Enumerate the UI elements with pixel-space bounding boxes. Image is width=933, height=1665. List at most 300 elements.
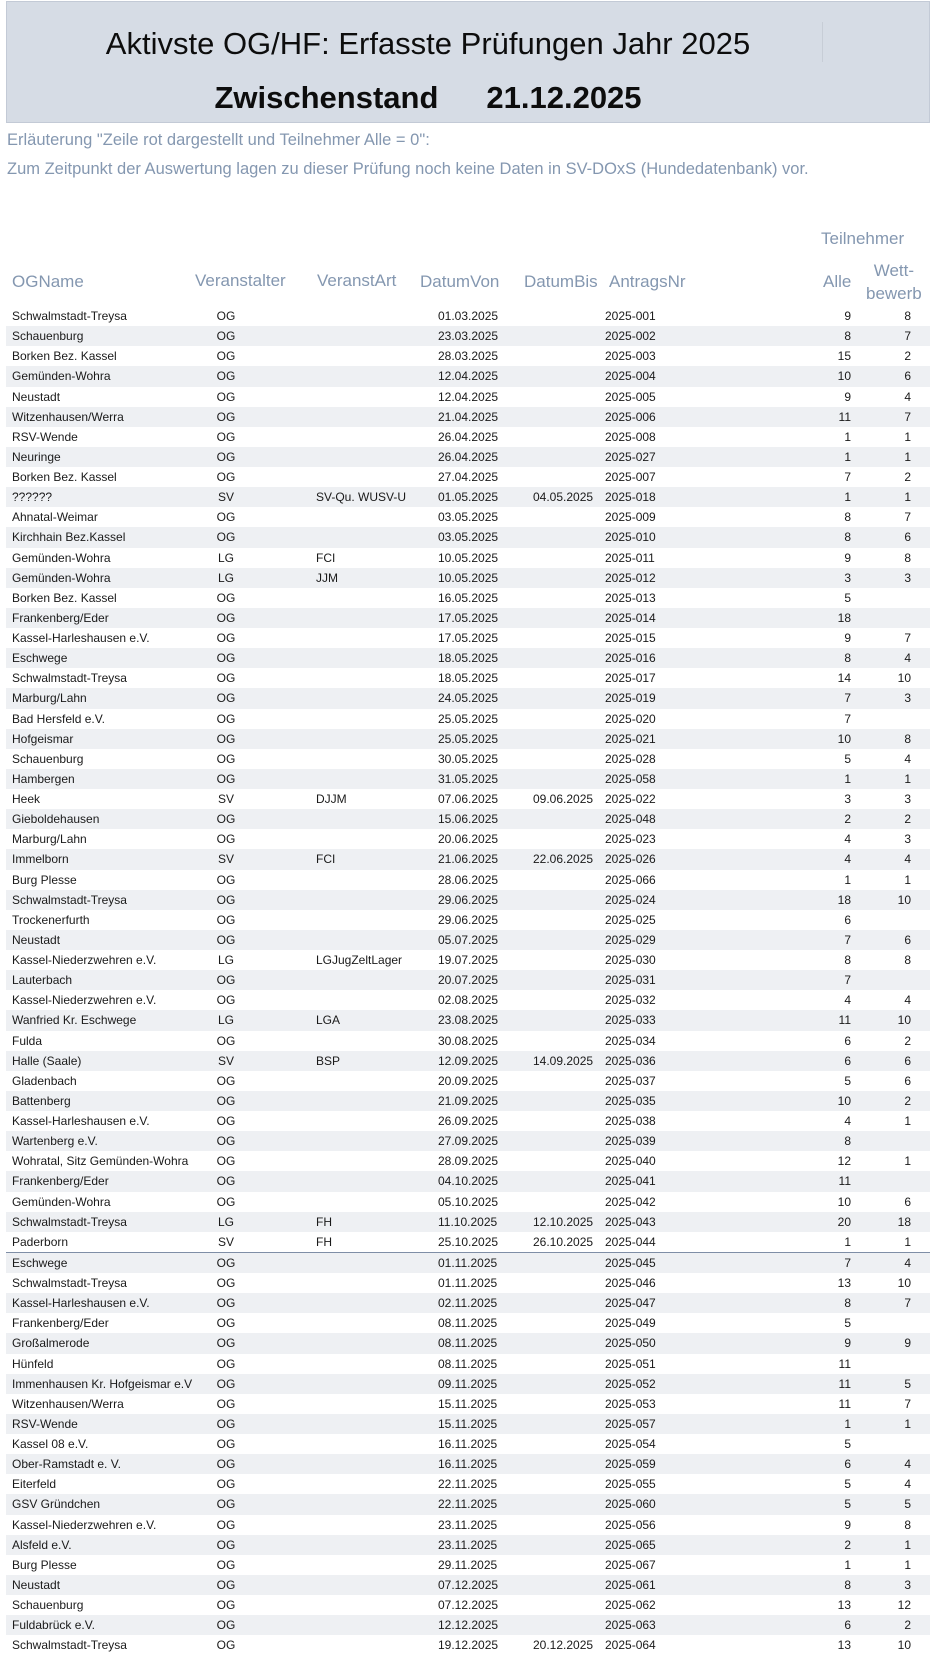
cell-ogname: Alsfeld e.V.	[12, 1537, 72, 1552]
cell-datumvon: 07.06.2025	[438, 792, 499, 806]
table-row	[6, 1394, 930, 1414]
cell-antragsnr: 2025-065	[605, 1537, 656, 1552]
table-row	[6, 910, 930, 930]
cell-alle: 7	[844, 932, 851, 947]
cell-ogname: Immelborn	[12, 852, 69, 867]
column-header-veranstalter: Veranstalter	[195, 271, 286, 290]
cell-ogname: Schwalmstadt-Treysa	[12, 1214, 127, 1229]
cell-datumvon: 30.05.2025	[438, 751, 499, 766]
cell-datumvon: 11.10.2025	[438, 1214, 498, 1229]
cell-veranstalter: OG	[216, 771, 236, 786]
cell-veranstalter: OG	[216, 1517, 236, 1532]
cell-antragsnr: 2025-002	[605, 329, 656, 344]
cell-wettbewerb: 10	[897, 1013, 911, 1028]
cell-veranstalter: OG	[216, 872, 236, 887]
table-row	[6, 1374, 930, 1394]
cell-datumvon: 29.06.2025	[438, 892, 499, 907]
cell-veranstalter: OG	[216, 1437, 236, 1451]
cell-datumvon: 20.07.2025	[438, 973, 499, 988]
cell-ogname: Frankenberg/Eder	[12, 610, 109, 625]
cell-veranstart: DJJM	[316, 792, 347, 806]
cell-wettbewerb: 2	[904, 1093, 911, 1108]
column-header-veranstart: VeranstArt	[317, 271, 397, 290]
table-row	[6, 809, 930, 829]
cell-veranstart: FCI	[316, 852, 336, 867]
cell-antragsnr: 2025-012	[605, 570, 656, 585]
cell-datumbis: 22.06.2025	[533, 852, 594, 867]
cell-veranstalter: OG	[216, 1598, 236, 1612]
cell-ogname: Kassel-Harleshausen e.V.	[12, 631, 150, 645]
column-header-datumbis: DatumBis	[524, 272, 598, 291]
cell-veranstalter: OG	[216, 892, 236, 907]
cell-veranstalter: SV	[217, 792, 234, 806]
cell-ogname: Kirchhain Bez.Kassel	[12, 530, 126, 545]
cell-ogname: Schwalmstadt-Treysa	[12, 1276, 127, 1290]
cell-wettbewerb: 8	[904, 953, 911, 967]
cell-veranstalter: OG	[216, 1356, 236, 1371]
cell-datumvon: 09.11.2025	[438, 1376, 498, 1391]
cell-wettbewerb: 4	[904, 993, 911, 1008]
cell-datumvon: 19.07.2025	[438, 953, 499, 967]
cell-datumvon: 25.05.2025	[438, 731, 499, 746]
cell-ogname: Marburg/Lahn	[12, 832, 87, 847]
table-row	[6, 990, 930, 1010]
table-row	[6, 1535, 930, 1555]
cell-alle: 10	[837, 731, 851, 746]
cell-wettbewerb: 3	[904, 792, 911, 806]
column-header-datumvon: DatumVon	[420, 272, 500, 291]
cell-ogname: Großalmerode	[12, 1336, 90, 1351]
cell-datumvon: 08.11.2025	[438, 1316, 498, 1331]
cell-alle: 5	[844, 1316, 851, 1331]
cell-ogname: Gemünden-Wohra	[12, 550, 111, 565]
cell-wettbewerb: 12	[897, 1598, 911, 1612]
cell-wettbewerb: 1	[904, 1234, 911, 1249]
cell-veranstalter: OG	[216, 1497, 236, 1512]
cell-ogname: Kassel-Harleshausen e.V.	[12, 1114, 150, 1128]
table-row	[6, 1414, 930, 1434]
cell-antragsnr: 2025-050	[605, 1336, 656, 1351]
cell-veranstalter: OG	[216, 470, 236, 484]
cell-antragsnr: 2025-011	[605, 550, 655, 565]
cell-datumvon: 26.04.2025	[438, 429, 499, 444]
cell-datumvon: 23.08.2025	[438, 1013, 499, 1028]
cell-antragsnr: 2025-004	[605, 369, 656, 384]
cell-veranstalter: OG	[216, 530, 236, 545]
cell-alle: 9	[844, 1336, 851, 1351]
cell-alle: 9	[844, 389, 851, 404]
cell-alle: 1	[844, 872, 851, 887]
table-row	[6, 1212, 930, 1232]
cell-antragsnr: 2025-061	[605, 1577, 656, 1592]
column-header-wettbewerb	[866, 259, 922, 305]
cell-alle: 4	[844, 1114, 851, 1128]
cell-alle: 3	[844, 570, 851, 585]
cell-ogname: Schauenburg	[12, 1598, 84, 1612]
cell-wettbewerb: 10	[897, 671, 911, 686]
table-row	[6, 1111, 930, 1131]
cell-veranstart: FCI	[316, 550, 336, 565]
cell-wettbewerb: 7	[904, 329, 911, 344]
cell-alle: 7	[844, 711, 851, 726]
cell-wettbewerb: 6	[904, 932, 911, 947]
cell-ogname: Frankenberg/Eder	[12, 1316, 109, 1331]
cell-wettbewerb: 18	[897, 1214, 911, 1229]
table-row	[6, 588, 930, 608]
cell-antragsnr: 2025-001	[605, 309, 656, 323]
cell-veranstalter: OG	[216, 1154, 236, 1169]
cell-datumvon: 18.05.2025	[438, 671, 499, 686]
cell-datumvon: 17.05.2025	[438, 610, 499, 625]
cell-alle: 11	[838, 1013, 851, 1028]
cell-veranstart: BSP	[316, 1053, 341, 1068]
cell-antragsnr: 2025-019	[605, 691, 656, 706]
cell-datumvon: 12.04.2025	[438, 389, 499, 404]
cell-veranstalter: OG	[216, 1396, 236, 1411]
cell-wettbewerb: 7	[904, 409, 911, 424]
cell-veranstalter: OG	[216, 631, 236, 645]
table-row	[6, 890, 930, 910]
cell-alle: 6	[844, 1457, 851, 1472]
cell-alle: 2	[844, 812, 851, 827]
cell-veranstalter: OG	[216, 389, 236, 404]
cell-veranstalter: OG	[216, 1477, 236, 1492]
table-row	[6, 1354, 930, 1374]
cell-wettbewerb: 7	[904, 1296, 911, 1311]
cell-wettbewerb: 8	[904, 550, 911, 565]
cell-datumvon: 08.11.2025	[438, 1356, 498, 1371]
cell-alle: 5	[844, 751, 851, 766]
cell-antragsnr: 2025-048	[605, 812, 656, 827]
cell-ogname: Ober-Ramstadt e. V.	[12, 1457, 121, 1472]
cell-wettbewerb: 1	[904, 771, 911, 786]
cell-alle: 1	[844, 1234, 851, 1249]
cell-antragsnr: 2025-007	[605, 470, 656, 484]
cell-ogname: Eiterfeld	[12, 1477, 57, 1492]
table-row	[6, 789, 930, 809]
cell-wettbewerb: 4	[904, 852, 911, 867]
cell-alle: 8	[844, 510, 851, 525]
cell-alle: 9	[844, 1517, 851, 1532]
cell-datumvon: 30.08.2025	[438, 1033, 499, 1048]
cell-veranstalter: OG	[216, 610, 236, 625]
cell-ogname: Wanfried Kr. Eschwege	[12, 1013, 137, 1028]
table-row	[6, 1031, 930, 1051]
cell-wettbewerb: 1	[904, 1537, 911, 1552]
cell-datumvon: 10.05.2025	[438, 550, 499, 565]
cell-alle: 5	[844, 590, 851, 605]
table-row	[6, 1273, 930, 1293]
cell-veranstart: FH	[316, 1234, 332, 1249]
table-row	[6, 507, 930, 527]
wett-line-1: Wett-	[873, 261, 915, 280]
cell-alle: 7	[844, 470, 851, 484]
cell-wettbewerb: 1	[904, 1557, 911, 1572]
table-row	[6, 608, 930, 628]
cell-antragsnr: 2025-003	[605, 349, 656, 364]
cell-alle: 14	[837, 671, 851, 686]
cell-ogname: Neustadt	[12, 1577, 61, 1592]
cell-antragsnr: 2025-038	[605, 1114, 656, 1128]
cell-antragsnr: 2025-029	[605, 932, 656, 947]
cell-antragsnr: 2025-063	[605, 1618, 656, 1633]
cell-datumvon: 03.05.2025	[438, 530, 499, 545]
group-header-teilnehmer: Teilnehmer	[821, 229, 905, 248]
table-row	[6, 548, 930, 568]
cell-wettbewerb: 8	[904, 1517, 911, 1532]
cell-datumvon: 16.11.2025	[438, 1457, 498, 1472]
cell-veranstalter: OG	[216, 711, 236, 726]
cell-datumvon: 07.12.2025	[438, 1577, 499, 1592]
cell-datumvon: 01.11.2025	[438, 1276, 498, 1290]
table-row	[6, 749, 930, 769]
cell-ogname: RSV-Wende	[12, 1416, 78, 1431]
cell-ogname: Trockenerfurth	[12, 912, 90, 927]
cell-antragsnr: 2025-036	[605, 1053, 656, 1068]
cell-antragsnr: 2025-049	[605, 1316, 656, 1331]
cell-veranstalter: OG	[216, 912, 236, 927]
cell-ogname: Kassel 08 e.V.	[12, 1437, 89, 1451]
table-row	[6, 1434, 930, 1454]
cell-alle: 12	[837, 1154, 851, 1169]
note-line-1: Erläuterung "Zeile rot dargestellt und Teilnehmer Alle = 0":	[7, 131, 430, 149]
table-row	[6, 1515, 930, 1535]
cell-datumvon: 12.04.2025	[438, 369, 499, 384]
cell-alle: 10	[837, 1093, 851, 1108]
table-row	[6, 1474, 930, 1494]
cell-veranstalter: OG	[216, 751, 236, 766]
cell-wettbewerb: 8	[904, 309, 911, 323]
cell-veranstalter: OG	[216, 1416, 236, 1431]
cell-veranstalter: OG	[216, 671, 236, 686]
cell-datumvon: 27.09.2025	[438, 1134, 499, 1149]
cell-wettbewerb: 1	[904, 872, 911, 887]
cell-wettbewerb: 3	[904, 691, 911, 706]
cell-wettbewerb: 2	[904, 1033, 911, 1048]
table-row	[6, 1575, 930, 1595]
cell-datumvon: 26.04.2025	[438, 449, 499, 464]
cell-alle: 6	[844, 1618, 851, 1633]
cell-wettbewerb: 7	[904, 510, 911, 525]
cell-antragsnr: 2025-055	[605, 1477, 656, 1492]
cell-wettbewerb: 1	[904, 1154, 911, 1169]
cell-antragsnr: 2025-043	[605, 1214, 656, 1229]
cell-veranstalter: LG	[217, 1013, 234, 1028]
cell-wettbewerb: 6	[904, 1073, 911, 1088]
cell-alle: 1	[844, 429, 851, 444]
cell-alle: 4	[844, 852, 851, 867]
cell-alle: 1	[844, 1416, 851, 1431]
table-row	[6, 1555, 930, 1575]
cell-wettbewerb: 4	[904, 1457, 911, 1472]
cell-veranstalter: OG	[216, 590, 236, 605]
cell-veranstalter: OG	[216, 691, 236, 706]
table-row	[6, 1494, 930, 1514]
cell-datumvon: 03.05.2025	[438, 510, 499, 525]
table-row	[6, 1615, 930, 1635]
cell-datumvon: 15.06.2025	[438, 812, 499, 827]
cell-veranstalter: OG	[216, 1114, 236, 1128]
cell-datumvon: 21.06.2025	[438, 852, 499, 867]
cell-veranstalter: OG	[216, 1174, 236, 1189]
cell-antragsnr: 2025-044	[605, 1234, 656, 1249]
cell-datumvon: 02.11.2025	[438, 1296, 498, 1311]
cell-alle: 11	[838, 1174, 851, 1189]
cell-antragsnr: 2025-023	[605, 832, 656, 847]
cell-datumvon: 25.05.2025	[438, 711, 499, 726]
cell-ogname: Wohratal, Sitz Gemünden-Wohra	[12, 1154, 189, 1169]
cell-ogname: Hünfeld	[12, 1356, 54, 1371]
cell-alle: 20	[837, 1214, 851, 1229]
cell-veranstalter: OG	[216, 832, 236, 847]
cell-antragsnr: 2025-045	[605, 1255, 656, 1270]
cell-ogname: Hofgeismar	[12, 731, 74, 746]
cell-datumvon: 22.11.2025	[438, 1477, 498, 1492]
cell-alle: 5	[844, 1437, 851, 1451]
cell-ogname: Kassel-Niederzwehren e.V.	[12, 1517, 157, 1532]
cell-ogname: Borken Bez. Kassel	[12, 590, 117, 605]
table-row	[6, 1071, 930, 1091]
header-divider	[822, 22, 823, 62]
cell-ogname: Gieboldehausen	[12, 812, 100, 827]
cell-alle: 8	[844, 1134, 851, 1149]
cell-wettbewerb: 7	[904, 1396, 911, 1411]
cell-veranstalter: LG	[217, 1214, 234, 1229]
cell-antragsnr: 2025-054	[605, 1437, 656, 1451]
table-row	[6, 1232, 930, 1252]
cell-antragsnr: 2025-052	[605, 1376, 656, 1391]
table-row	[6, 1131, 930, 1151]
cell-ogname: Marburg/Lahn	[12, 691, 87, 706]
cell-datumvon: 27.04.2025	[438, 470, 499, 484]
cell-veranstalter: OG	[216, 1457, 236, 1472]
table-row	[6, 950, 930, 970]
table-row	[6, 427, 930, 447]
table-row	[6, 387, 930, 407]
cell-wettbewerb: 3	[904, 1577, 911, 1592]
cell-veranstart: FH	[316, 1214, 332, 1229]
cell-datumvon: 28.09.2025	[438, 1154, 499, 1169]
cell-alle: 11	[838, 1396, 851, 1411]
table-row	[6, 1051, 930, 1071]
cell-datumbis: 09.06.2025	[533, 792, 594, 806]
cell-wettbewerb: 4	[904, 1477, 911, 1492]
table-row	[6, 729, 930, 749]
cell-veranstalter: OG	[216, 651, 236, 666]
cell-veranstalter: OG	[216, 369, 236, 384]
cell-alle: 11	[838, 1356, 851, 1371]
cell-antragsnr: 2025-031	[605, 973, 656, 988]
cell-alle: 7	[844, 973, 851, 988]
cell-ogname: Borken Bez. Kassel	[12, 470, 117, 484]
table-row	[6, 346, 930, 366]
table-row	[6, 829, 930, 849]
table-row	[6, 1333, 930, 1353]
cell-datumvon: 15.11.2025	[438, 1416, 498, 1431]
cell-antragsnr: 2025-067	[605, 1557, 656, 1572]
cell-antragsnr: 2025-046	[605, 1276, 656, 1290]
cell-ogname: Kassel-Niederzwehren e.V.	[12, 953, 157, 967]
cell-antragsnr: 2025-017	[605, 671, 656, 686]
cell-alle: 9	[844, 309, 851, 323]
cell-alle: 5	[844, 1073, 851, 1088]
table-row	[6, 709, 930, 729]
cell-antragsnr: 2025-026	[605, 852, 656, 867]
table-row	[6, 326, 930, 346]
cell-datumbis: 26.10.2025	[533, 1234, 594, 1249]
cell-wettbewerb: 1	[904, 449, 911, 464]
cell-datumvon: 25.10.2025	[438, 1234, 499, 1249]
cell-datumvon: 08.11.2025	[438, 1336, 498, 1351]
cell-antragsnr: 2025-009	[605, 510, 656, 525]
cell-antragsnr: 2025-051	[605, 1356, 656, 1371]
cell-alle: 6	[844, 1053, 851, 1068]
cell-ogname: Witzenhausen/Werra	[12, 409, 124, 424]
cell-wettbewerb: 10	[897, 1638, 911, 1653]
cell-veranstalter: OG	[216, 1255, 236, 1270]
cell-wettbewerb: 4	[904, 751, 911, 766]
cell-wettbewerb: 3	[904, 832, 911, 847]
cell-antragsnr: 2025-032	[605, 993, 656, 1008]
cell-datumvon: 05.10.2025	[438, 1194, 499, 1209]
cell-datumvon: 22.11.2025	[438, 1497, 498, 1512]
table-row	[6, 447, 930, 467]
cell-wettbewerb: 2	[904, 470, 911, 484]
cell-antragsnr: 2025-005	[605, 389, 656, 404]
cell-antragsnr: 2025-008	[605, 429, 656, 444]
subtitle-date: 21.12.2025	[486, 80, 642, 115]
cell-datumvon: 17.05.2025	[438, 631, 499, 645]
report-header	[6, 1, 930, 123]
cell-veranstalter: OG	[216, 731, 236, 746]
cell-ogname: Burg Plesse	[12, 1557, 77, 1572]
table-row	[6, 1151, 930, 1171]
cell-veranstalter: LG	[217, 570, 234, 585]
cell-alle: 9	[844, 550, 851, 565]
cell-wettbewerb: 10	[897, 892, 911, 907]
cell-antragsnr: 2025-039	[605, 1134, 656, 1149]
cell-ogname: Kassel-Niederzwehren e.V.	[12, 993, 157, 1008]
table-row	[6, 306, 930, 326]
cell-wettbewerb: 1	[904, 490, 911, 505]
cell-veranstalter: OG	[216, 429, 236, 444]
table-row	[6, 688, 930, 708]
cell-alle: 8	[844, 651, 851, 666]
cell-antragsnr: 2025-024	[605, 892, 656, 907]
cell-wettbewerb: 1	[904, 1416, 911, 1431]
cell-alle: 6	[844, 1033, 851, 1048]
cell-ogname: Bad Hersfeld e.V.	[12, 711, 105, 726]
cell-veranstalter: SV	[217, 490, 234, 505]
table-row	[6, 970, 930, 990]
cell-alle: 3	[844, 792, 851, 806]
cell-datumbis: 04.05.2025	[533, 490, 594, 505]
cell-veranstalter: OG	[216, 329, 236, 344]
cell-ogname: Gemünden-Wohra	[12, 1194, 111, 1209]
cell-ogname: Schauenburg	[12, 751, 84, 766]
cell-ogname: Witzenhausen/Werra	[12, 1396, 124, 1411]
cell-antragsnr: 2025-030	[605, 953, 656, 967]
cell-veranstalter: OG	[216, 1296, 236, 1311]
cell-ogname: Wartenberg e.V.	[12, 1134, 98, 1149]
cell-wettbewerb: 6	[904, 1194, 911, 1209]
cell-datumvon: 20.09.2025	[438, 1073, 499, 1088]
cell-ogname: Battenberg	[12, 1093, 71, 1108]
column-header-ogname: OGName	[12, 272, 84, 291]
cell-veranstalter: OG	[216, 1577, 236, 1592]
cell-alle: 1	[844, 449, 851, 464]
cell-alle: 9	[844, 631, 851, 645]
